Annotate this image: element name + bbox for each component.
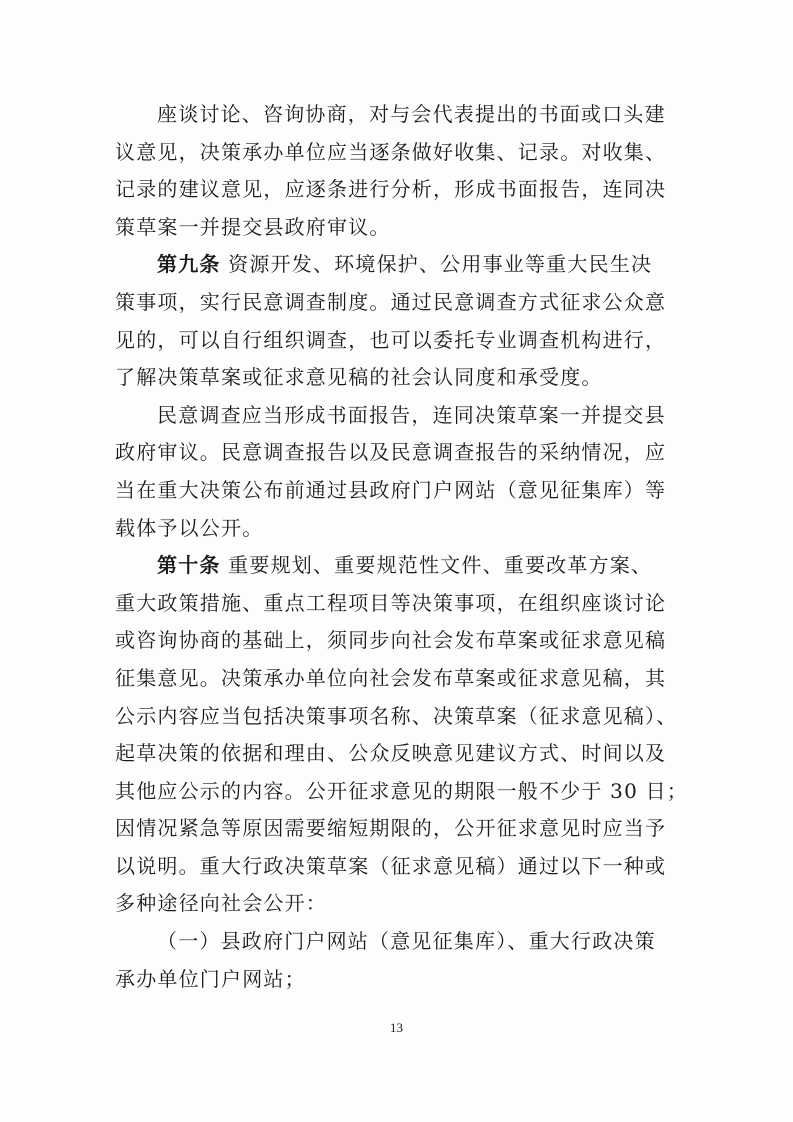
text-line [115, 434, 677, 472]
line-text: 多种途径向社会公开： [115, 891, 327, 916]
line-text: 座谈讨论、咨询协商，对与会代表提出的书面或口头建 [157, 102, 666, 126]
text-line [115, 134, 677, 172]
text-line [115, 961, 677, 999]
line-text: 民意调查应当形成书面报告，连同决策草案一并提交县 [157, 402, 666, 427]
text-line [115, 848, 677, 886]
text-line [115, 397, 677, 435]
line-text: 策事项，实行民意调查制度。通过民意调查方式征求公众意 [115, 289, 667, 314]
document-body [115, 96, 688, 998]
text-line [115, 359, 677, 397]
line-text: 征集意见。决策承办单位向社会发布草案或征求意见稿，其 [115, 665, 667, 690]
text-line [115, 246, 677, 284]
text-line [115, 622, 677, 660]
text-line [115, 472, 677, 510]
page-number: 13 [390, 1020, 403, 1035]
line-text: 了解决策草案或征求意见稿的社会认同度和承受度。 [115, 365, 603, 390]
text-line [115, 547, 677, 585]
line-text: 起草决策的依据和理由、公众反映意见建议方式、时间以及 [115, 741, 667, 766]
line-text: 重大政策措施、重点工程项目等决策事项，在组织座谈讨论 [115, 590, 667, 615]
text-line [115, 923, 677, 961]
text-line [115, 510, 677, 548]
text-line [115, 585, 677, 623]
line-text: 以说明。重大行政决策草案（征求意见稿）通过以下一种或 [115, 853, 667, 878]
line-text: 资源开发、环境保护、公用事业等重大民生决 [220, 252, 653, 277]
line-text: 政府审议。民意调查报告以及民意调查报告的采纳情况，应 [115, 440, 667, 465]
line-text: 或咨询协商的基础上，须同步向社会发布草案或征求意见稿 [115, 628, 667, 653]
line-text: 因情况紧急等原因需要缩短期限的，公开征求意见时应当予 [115, 816, 667, 841]
line-text: 记录的建议意见，应逐条进行分析，形成书面报告，连同决 [115, 177, 667, 202]
text-line [115, 773, 688, 811]
text-line [115, 209, 677, 247]
line-text: 承办单位门户网站； [115, 966, 306, 991]
text-line [115, 284, 677, 322]
line-text: 其他应公示的内容。公开征求意见的期限一般不少于 30 日； [115, 778, 688, 803]
line-text: 公示内容应当包括决策事项名称、决策草案（征求意见稿）、 [115, 703, 678, 728]
line-text: 当在重大决策公布前通过县政府门户网站（意见征集库）等 [115, 477, 667, 502]
text-line [115, 735, 677, 773]
text-line [115, 96, 677, 134]
text-line [115, 660, 677, 698]
line-text: （一）县政府门户网站（意见征集库）、重大行政决策 [157, 929, 656, 954]
text-line [115, 885, 677, 923]
text-line [115, 698, 677, 736]
text-line [115, 810, 677, 848]
line-text: 议意见，决策承办单位应当逐条做好收集、记录。对收集、 [115, 139, 667, 164]
text-line [115, 171, 677, 209]
line-text: 策草案一并提交县政府审议。 [115, 214, 391, 239]
line-text: 重要规划、重要规范性文件、重要改革方案、 [220, 553, 653, 578]
text-line [115, 322, 677, 360]
article-heading: 第十条 [157, 553, 221, 578]
article-heading: 第九条 [157, 252, 221, 277]
line-text: 载体予以公开。 [115, 515, 264, 540]
line-text: 见的，可以自行组织调查，也可以委托专业调查机构进行， [115, 327, 667, 352]
